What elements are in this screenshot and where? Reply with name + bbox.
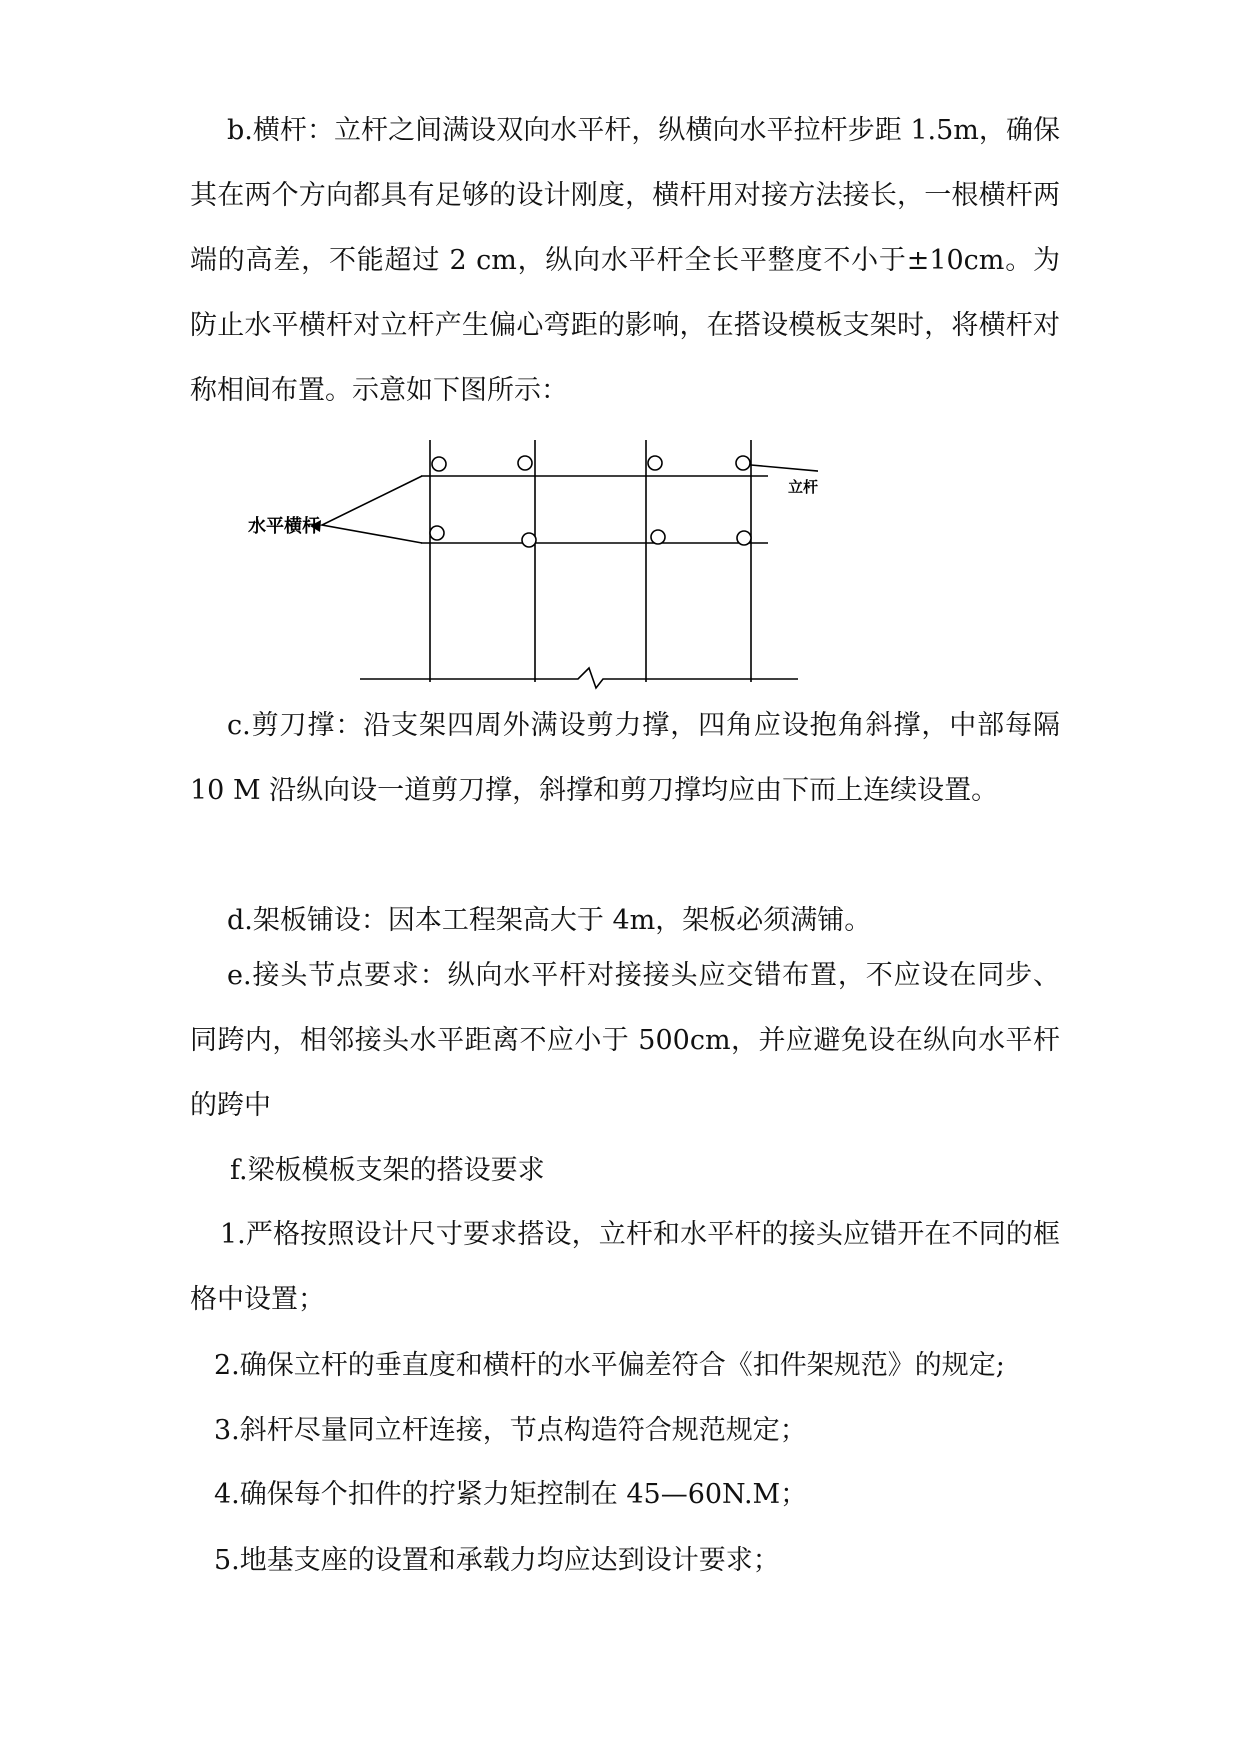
paragraph-f: f.梁板模板支架的搭设要求 — [230, 1155, 545, 1186]
pole-marker — [648, 456, 662, 470]
list-item-1: 1.严格按照设计尺寸要求搭设，立杆和水平杆的接头应错开在不同的框格中设置； — [190, 1219, 1060, 1315]
ground-line-with-break — [360, 668, 798, 688]
pole-marker — [430, 526, 444, 540]
paragraph-c: c.剪刀撑：沿支架四周外满设剪力撑，四角应设抱角斜撑，中部每隔 10 M 沿纵向设一道剪刀撑，斜撑和剪刀撑均应由下而上连续设置。 — [190, 710, 1060, 806]
paragraph-b: b.横杆：立杆之间满设双向水平杆，纵横向水平拉杆步距 1.5m，确保其在两个方向都具有足够的设计刚度，横杆用对接方法接长，一根横杆两端的高差，不能超过 2 cm，纵向水平杆全长平整度不小于±10cm。为防止水平横杆对立杆产生偏心弯距的影响，在搭设模板支架时，将横杆对称相间布置。示意如下图所示： — [190, 115, 1060, 406]
list-item-5: 5.地基支座的设置和承载力均应达到设计要求； — [214, 1545, 780, 1576]
pole-marker — [736, 456, 750, 470]
label-horizontal-bar: 水平横杆 — [248, 516, 320, 537]
label-vertical-pole: 立杆 — [788, 478, 818, 496]
pole-marker — [522, 533, 536, 547]
pole-marker — [432, 457, 446, 471]
list-item-2: 2.确保立杆的垂直度和横杆的水平偏差符合《扣件架规范》的规定; — [214, 1350, 1005, 1381]
arrow-to-pole-label — [751, 465, 818, 472]
pole-marker — [651, 530, 665, 544]
paragraph-d: d.架板铺设：因本工程架高大于 4m，架板必须满铺。 — [227, 905, 872, 936]
pole-marker — [737, 531, 751, 545]
paragraph-e: e.接头节点要求：纵向水平杆对接接头应交错布置，不应设在同步、同跨内，相邻接头水平距离不应小于 500cm，并应避免设在纵向水平杆的跨中 — [190, 960, 1060, 1121]
pole-marker — [518, 456, 532, 470]
list-item-4: 4.确保每个扣件的拧紧力矩控制在 45—60N.M； — [214, 1479, 808, 1510]
scaffold-diagram — [238, 440, 818, 690]
list-item-3: 3.斜杆尽量同立杆连接，节点构造符合规范规定； — [214, 1415, 807, 1446]
leader-lines — [322, 476, 422, 543]
